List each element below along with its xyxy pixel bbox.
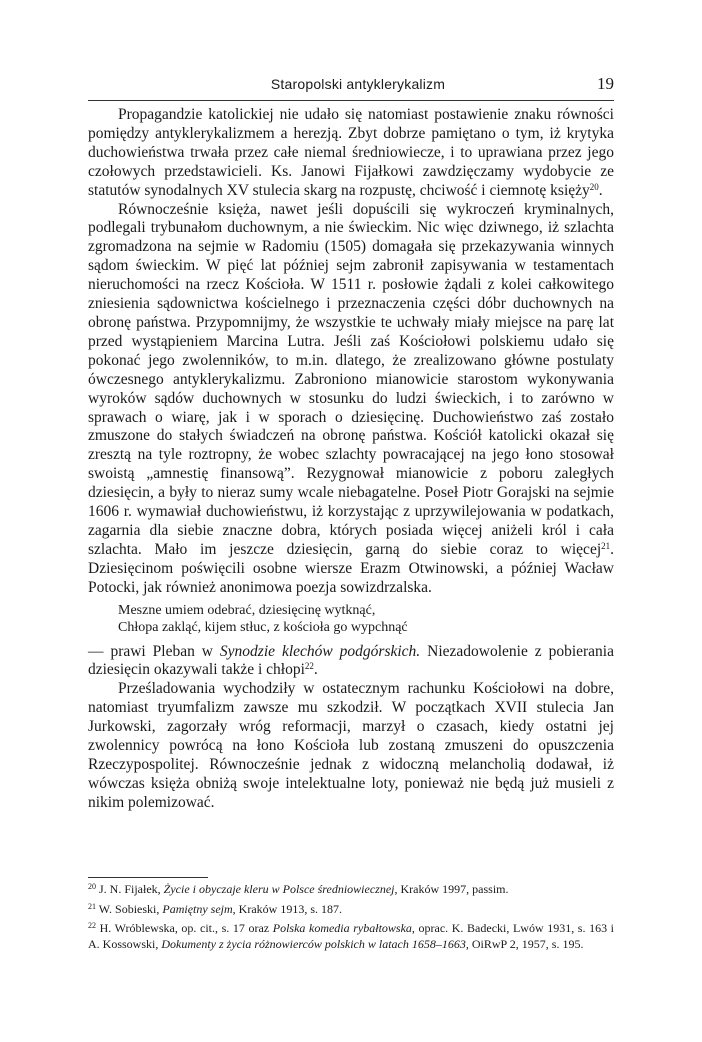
work-title: Dokumenty z życia różnowierców polskich w latach 1658–1663	[161, 936, 466, 951]
paragraph-text: Prześladowania wychodziły w ostatecznym rachunku Kościołowi na dobre, natomiast tryumfalizm zawsze mu szkodził. W początkach XVII stulecia Jan Jurkowski, zagorzały wróg reformacji, marzył o czasach, kiedy ostatni jej zwolennicy powrócą na łono Kościoła lub zostaną zmuszeni do opuszczenia Rzeczypospolitej. Równocześnie jednak z widoczną melancholią dodawał, iż wówczas księża obniżą swoje intelektualne loty, ponieważ nie będą już musieli z nikim polemizować.	[88, 680, 614, 811]
footnote-text: , Kraków 1913, s. 187.	[232, 901, 342, 916]
paragraph-text: Równocześnie księża, nawet jeśli dopuścili się wykroczeń kryminalnych, podlegali trybunałom duchownym, a nie świeckim. Nic więc dziwnego, iż szlachta zgromadzona na sejmie w Radomiu (1505) domagała się przekazywania winnych sądom świeckim. W pięć lat później sejm zabronił zapisywania w testamentach nieruchomości na rzecz Kościoła. W 1511 r. posłowie żądali z kolei całkowitego zniesienia sądownictwa kościelnego i przeznaczenia części dóbr duchownych na obronę państwa. Przypomnijmy, że wszystkie te uchwały miały miejsce na parę lat przed wystąpieniem Marcina Lutra. Jeśli zaś Kościołowi polskiemu udało się pokonać jego zwolenników, to m.in. dlatego, że zrealizowano główne postulaty ówczesnego antyklerykalizmu. Zabroniono mianowicie starostom wykonywania wyroków sądów duchownych w stosunku do ludzi świeckich, i to zarówno w sprawach o wiarę, jak i w sporach o dziesięcinę. Duchowieństwo zaś zostało zmuszone do stałych świadczeń na obronę państwa. Kościół katolicki okazał się zresztą na tyle roztropny, że wobec szlachty powracającej na jego łono stosował swoistą „amnestię finansową”. Rezygnował mianowicie z poboru zaległych dziesięcin, a były to nieraz sumy wcale niebagatelne. Poseł Piotr Gorajski na sejmie 1606 r. wymawiał duchowieństwu, iż korzystając z uprzywilejowania w podatkach, zagarnia dla siebie znaczne dobra, których posiada więcej aniżeli król i cała szlachta. Mało im jeszcze dziesięcin, garną do siebie coraz to więcej	[88, 200, 614, 558]
paragraph-text: Propagandzie katolickiej nie udało się natomiast postawienie znaku równości pomiędzy antyklerykalizmem a herezją. Zbyt dobrze pamiętano o tym, iż krytyka duchowieństwa trwała przez całe niemal średniowiecze, i to uprawiana przez jego czołowych przedstawicieli. Ks. Janowi Fijałkowi zawdzięczamy wydobycie ze statutów synodalnych XV stulecia skarg na rozpustę, chciwość i ciemnotę księży	[88, 106, 614, 199]
work-title: Życie i obyczaje kleru w Polsce średniowiecznej	[163, 882, 395, 896]
footnote-ref: 22	[304, 661, 314, 672]
footnote-text: W. Sobieski,	[98, 901, 163, 916]
verse-line: Meszne umiem odebrać, dziesięcinę wytknąć,	[118, 602, 376, 618]
footnote-number: 22	[88, 921, 96, 930]
paragraph	[88, 680, 614, 812]
footnote-22	[88, 921, 614, 952]
footnote-text: J. N. Fijałek,	[99, 882, 164, 896]
paragraph-text: .	[598, 181, 603, 199]
paragraph	[88, 643, 614, 681]
footnote-text: H. Wróblewska, op. cit., s. 17 oraz	[99, 921, 273, 935]
footnote-21	[88, 902, 614, 918]
footnote-text: , OiRwP 2, 1957, s. 195.	[465, 936, 584, 951]
verse-quote	[118, 602, 614, 637]
footnote-20	[88, 882, 614, 898]
work-title: Synodzie klechów podgórskich.	[219, 642, 421, 660]
paragraph	[88, 106, 614, 201]
work-title: Pamiętny sejm	[162, 901, 233, 916]
footnote-divider	[88, 877, 208, 878]
paragraph-text: .	[313, 661, 318, 679]
work-title: Polska komedia rybałtowska	[272, 921, 412, 935]
footnote-ref: 21	[601, 540, 611, 551]
footnote-number: 21	[88, 901, 96, 911]
footnote-ref: 20	[589, 181, 599, 192]
paragraph-text: — prawi Pleban w	[88, 642, 220, 660]
footnotes	[88, 882, 614, 956]
paragraph-text: Niezadowolenie z pobierania dziesięcin okazywali także i chłopi	[88, 642, 614, 679]
page-number: 19	[597, 74, 614, 93]
footnote-number: 20	[88, 882, 96, 891]
footnote-text: , Kraków 1997, passim.	[394, 882, 509, 896]
paragraph	[88, 201, 614, 598]
footnote-text: , oprac. K. Badecki, Lwów 1931, s. 163 i A. Kossowski,	[88, 921, 615, 951]
verse-line: Chłopa zakląć, kijem stłuc, z kościoła go wypchnąć	[118, 620, 408, 636]
page-header	[88, 76, 614, 101]
paragraph-text: . Dziesięcinom poświęcili osobne wiersze Erazm Otwinowski, a później Wacław Potocki, jak również anonimowa poezja sowizdrzalska.	[88, 540, 614, 596]
running-title: Staropolski antyklerykalizm	[270, 76, 446, 92]
main-text	[88, 106, 614, 813]
